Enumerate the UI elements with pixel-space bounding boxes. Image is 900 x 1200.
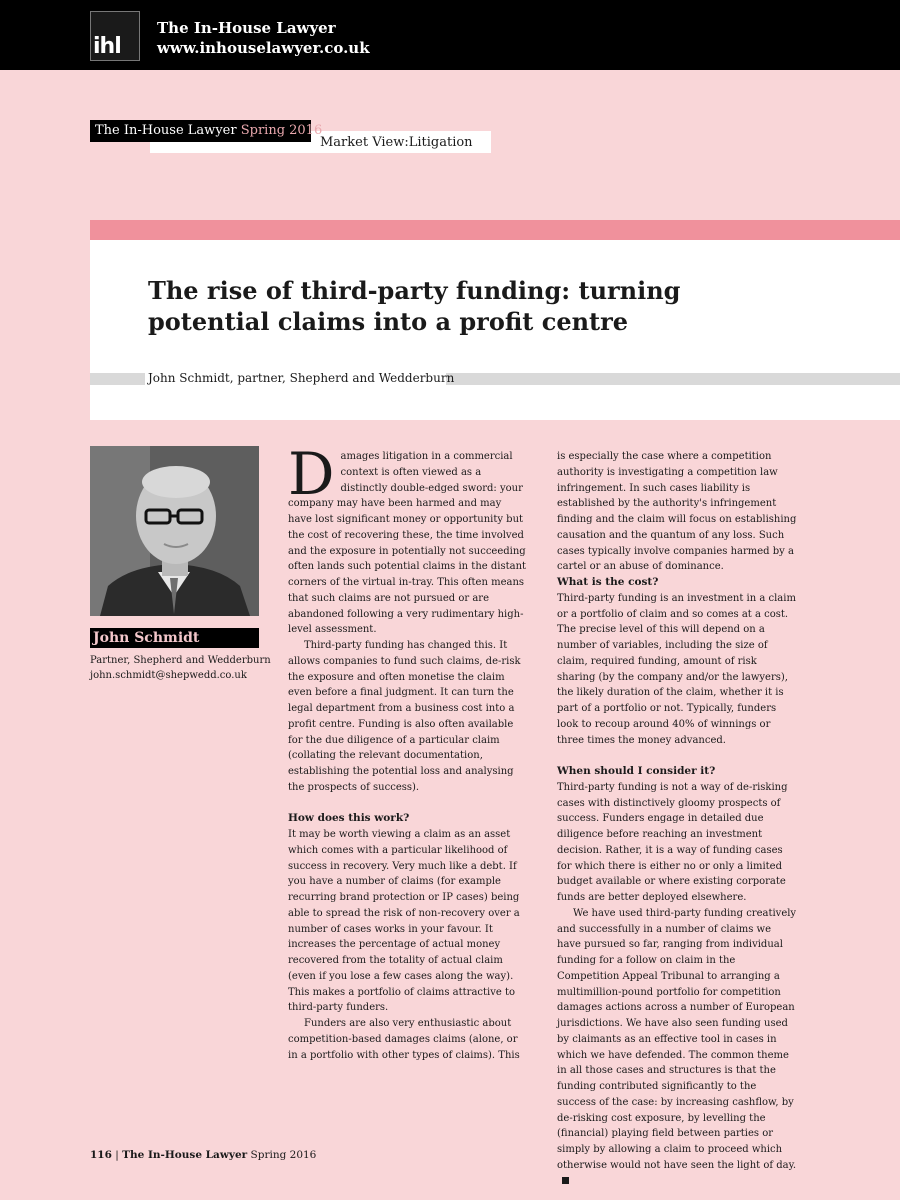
drop-cap: D [288,440,335,508]
body-paragraph-5: Third-party funding is an investment in a claim or a portfolio of claim and so comes at a cost. The precise level of this will depend on a number of variables, including the size of claim, required funding, amount of risk sharing (by the company and/or the lawyers), the likely duration of the claim, whether it is part of a portfolio or not. Typically, funders look to recoup around 40% of winnings or three times the money advanced. [557,592,796,746]
article-byline: John Schmidt, partner, Shepherd and Wedderburn [148,371,455,385]
footer-season: Spring 2016 [250,1149,317,1161]
issue-publication: The In-House Lawyer [95,123,237,138]
subheading-what-is-the-cost: What is the cost? [557,576,659,588]
body-paragraph-7-text: We have used third-party funding creatively and successfully in a number of claims we have pursued so far, ranging from individual funding for a follow on claim in the Competition Appeal Tribunal to arranging a multimillion-pound portfolio for competition damages actions across a number of European jurisdictions. We have also seen funding used by claimants as an effective tool in cases in which we have defended. The common theme in all those cases and structures is that the funding contributed significantly to the success of the case: by increasing cashflow, by de-risking cost exposure, by levelling the (financial) playing field between parties or simply by allowing a claim to proceed which otherwise would not have seen the light of day. [557,907,797,1171]
byline-rule-right [446,373,900,385]
page-footer [90,1147,316,1163]
body-paragraph-1-text: amages litigation in a commercial context is often viewed as a distinctly double-edged sword: your company may have been harmed and may have lost significant money or opportunity but the cost of recovering these, the time involved and the exposure in potentially not succeeding often lands such potential claims in the distant corners of the virtual in-tray. This often means that such claims are not pursued or are abandoned following a very rudimentary high-level assessment. [288,451,527,636]
footer-separator: | [115,1149,119,1161]
author-portrait-icon [90,446,259,616]
author-email[interactable]: john.schmidt@shepwedd.co.uk [90,670,247,681]
ihl-logo-text: ihl [93,34,121,59]
issue-label [90,120,323,142]
byline-rule-left [90,373,145,385]
article-column-2 [557,449,797,1189]
masthead-url[interactable]: www.inhouselawyer.co.uk [157,39,370,57]
ihl-logo [90,11,140,61]
page-number: 116 [90,1149,112,1161]
masthead-bar [0,0,900,70]
body-paragraph-7 [557,906,797,1190]
section-label: Market View:Litigation [320,135,473,150]
body-paragraph-1 [288,440,528,638]
article-column-1 [288,440,528,1063]
body-paragraph-3: It may be worth viewing a claim as an asset which comes with a particular likelihood of success in recovery. Very much like a debt. If you have a number of claims (for example recurring brand protection or IP cases) being able to spread the risk of non-recovery over a number of cases works in your favour. It increases the percentage of actual money recovered from the totality of actual claim (even if you lose a few cases along the way). This makes a portfolio of claims attractive to third-party funders. [288,829,520,1014]
issue-season: Spring 2016 [240,123,323,138]
end-of-article-icon [562,1177,569,1184]
body-paragraph-4-continued: is especially the case where a competition authority is investigating a competition law infringement. In such cases liability is established by the authority's infringement finding and the claim will focus on establishing causation and the quantum of any loss. Such cases typically involve companies harmed by a cartel or an abuse of dominance. [557,451,797,573]
subheading-when-should-i-consider-it: When should I consider it? [557,765,716,777]
author-role: Partner, Shepherd and Wedderburn [90,655,271,666]
author-name: John Schmidt [90,628,259,648]
masthead-title: The In-House Lawyer [157,19,336,37]
article-headline: The rise of third-party funding: turning potential claims into a profit centre [148,276,681,336]
subheading-how-does-this-work: How does this work? [288,812,410,825]
author-portrait [90,446,259,616]
body-paragraph-4: Funders are also very enthusiastic about competition-based damages claims (alone, or in a portfolio with other types of claims). This [288,1018,520,1061]
title-accent-bar [90,220,900,240]
body-paragraph-2: Third-party funding has changed this. It allows companies to fund such claims, de-risk the exposure and often monetise the claim even before a final judgment. It can turn the legal department from a business cost into a profit centre. Funding is also often available for the due diligence of a particular claim (collating the relevant documentation, establishing the potential loss and analysing the prospects of success). [288,640,521,793]
body-paragraph-6: Third-party funding is not a way of de-risking cases with distinctively gloomy prospects of success. Funders engage in detailed due diligence before reaching an investment decision. Rather, it is a way of funding cases for which there is either no or only a limited budget available or where existing corporate funds are better deployed elsewhere. [557,781,788,903]
footer-publication: The In-House Lawyer [122,1149,248,1161]
